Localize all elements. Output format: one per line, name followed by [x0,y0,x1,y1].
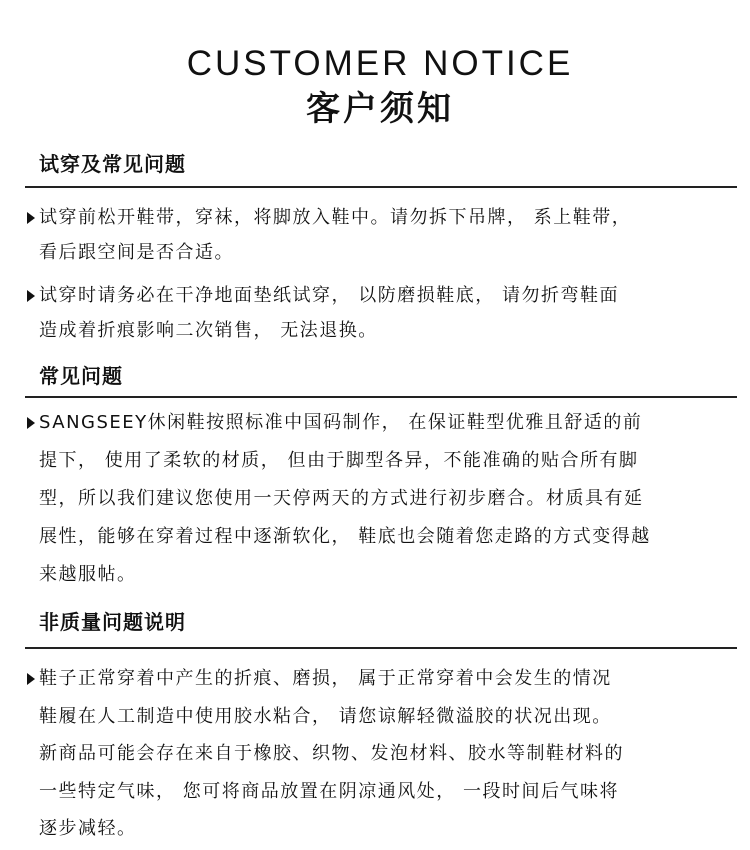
line-text: 鞋履在人工制造中使用胶水粘合， 请您谅解轻微溢胶的状况出现。 [39,705,612,727]
line-text: 看后跟空间是否合适。 [39,242,234,263]
section-divider [25,396,737,398]
text-line [26,735,726,773]
paragraph [26,200,726,270]
text-line [26,660,726,698]
triangle-bullet-icon [27,673,35,685]
text-line [26,810,726,848]
text-line [26,698,726,736]
text-line [26,313,726,348]
paragraph [26,404,726,594]
text-line [26,200,726,235]
text-line [26,556,726,594]
text-line [26,480,726,518]
paragraph [26,278,726,348]
triangle-bullet-icon [27,417,35,429]
section-heading: 常见问题 [39,364,123,388]
section-divider [25,647,737,649]
line-text: 试穿前松开鞋带，穿袜，将脚放入鞋中。请勿拆下吊牌， 系上鞋带， [39,207,632,228]
line-text: 试穿时请务必在干净地面垫纸试穿， 以防磨损鞋底， 请勿折弯鞋面 [39,285,619,306]
section-heading: 试穿及常见问题 [39,152,186,176]
text-line [26,773,726,811]
section-heading: 非质量问题说明 [39,610,186,634]
line-text: 一些特定气味， 您可将商品放置在阴凉通风处， 一段时间后气味将 [39,780,619,802]
line-text: 造成着折痕影响二次销售， 无法退换。 [39,320,378,341]
line-text: 展性，能够在穿着过程中逐渐软化， 鞋底也会随着您走路的方式变得越 [39,526,651,547]
line-text: 新商品可能会存在来自于橡胶、织物、发泡材料、胶水等制鞋材料的 [39,743,624,764]
line-text: 型，所以我们建议您使用一天停两天的方式进行初步磨合。材质具有延 [39,488,644,509]
text-line [26,278,726,313]
text-line [26,235,726,270]
line-text: 逐步减轻。 [39,818,137,839]
line-text: 来越服帖。 [39,564,137,585]
triangle-bullet-icon [27,212,35,224]
page-title-english: CUSTOMER NOTICE [186,44,574,83]
text-line [26,518,726,556]
line-text: 提下， 使用了柔软的材质， 但由于脚型各异，不能准确的贴合所有脚 [39,450,639,471]
line-text: SANGSEEY休闲鞋按照标准中国码制作， 在保证鞋型优雅且舒适的前 [39,412,643,433]
text-line [26,442,726,480]
text-line [26,404,726,442]
section-divider [25,186,737,188]
line-text: 鞋子正常穿着中产生的折痕、磨损， 属于正常穿着中会发生的情况 [39,668,612,689]
paragraph [26,660,726,848]
triangle-bullet-icon [27,290,35,302]
page-title-chinese: 客户须知 [306,89,454,129]
